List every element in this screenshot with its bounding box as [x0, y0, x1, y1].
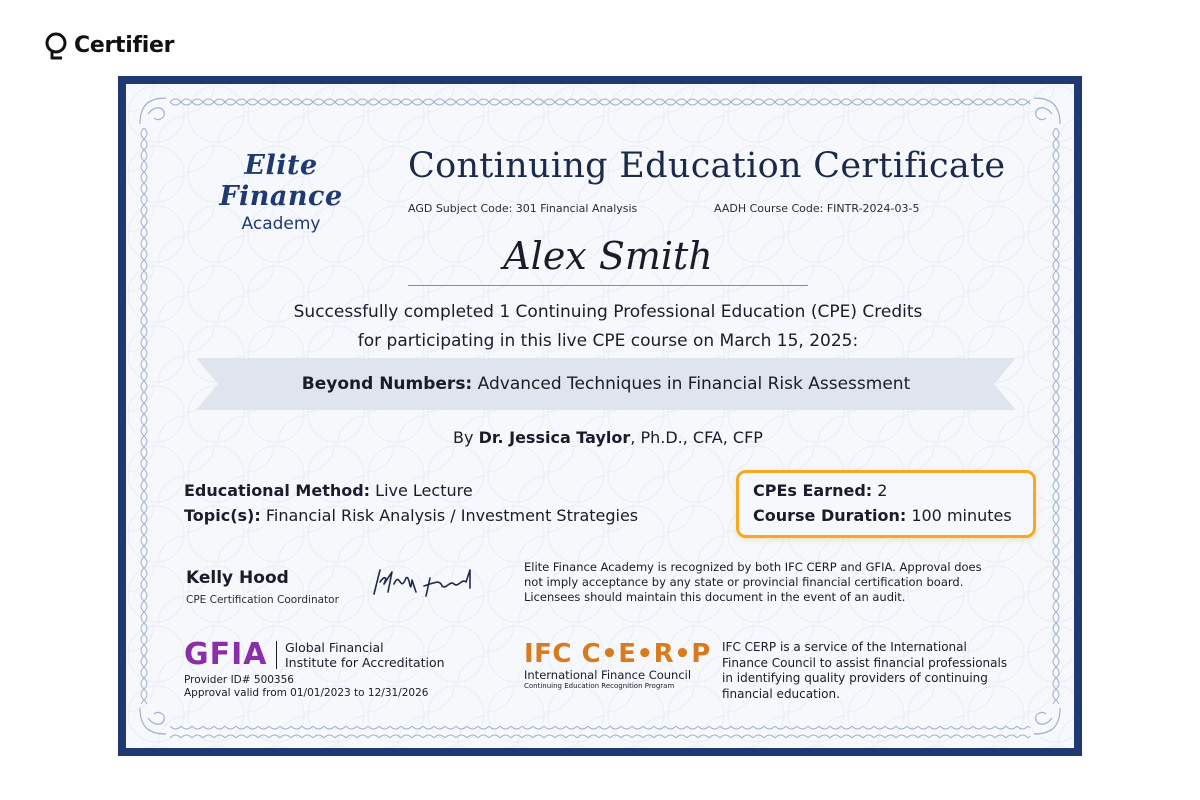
academy-logo-line2: Academy [241, 214, 321, 234]
gfia-approval: Approval valid from 01/01/2023 to 12/31/2026 [184, 687, 429, 699]
aadh-course-code: AADH Course Code: FINTR-2024-03-5 [714, 202, 920, 215]
gfia-logo-row [184, 637, 445, 672]
gfia-provider-id: Provider ID# 500356 [184, 674, 294, 686]
ifc-description: IFC CERP is a service of the International Finance Council to assist financial professionals in identifying quality providers of continuing financial education. [722, 640, 1008, 701]
ifc-logo-text: IFC C•E•R•P [524, 639, 711, 669]
certificate-body [126, 84, 1074, 748]
cpes-earned-label: CPEs Earned: [753, 481, 873, 500]
gfia-divider [276, 641, 278, 669]
brand-name: Certifier [74, 32, 175, 58]
course-duration-label: Course Duration: [753, 506, 907, 525]
gfia-meta [184, 674, 445, 700]
accreditation-disclaimer: Elite Finance Academy is recognized by both IFC CERP and GFIA. Approval does not imply acceptance by any state or provincial financial certification board. Licensees should maintain this document in the event of an audit. [524, 560, 982, 604]
topics-value: Financial Risk Analysis / Investment Strategies [260, 506, 639, 525]
certifier-logo-icon [44, 30, 70, 60]
course-title-rest: Advanced Techniques in Financial Risk Assessment [472, 374, 911, 394]
course-duration [753, 503, 1033, 528]
topics [184, 503, 638, 528]
certificate-frame [118, 76, 1082, 756]
course-duration-value: 100 minutes [906, 506, 1012, 525]
completion-line-2: for participating in this live CPE course on March 15, 2025: [357, 331, 859, 351]
gfia-logo: GFIA [184, 637, 268, 672]
course-title [196, 358, 1016, 410]
method-label: Educational Method: [184, 481, 371, 500]
course-details [184, 478, 638, 528]
gfia-name-line1: Global Financial [285, 640, 384, 655]
signer-block [186, 568, 339, 606]
topics-label: Topic(s): [184, 506, 261, 525]
signer-name: Kelly Hood [186, 568, 289, 588]
instructor-byline [186, 428, 1030, 447]
cpes-earned-value: 2 [872, 481, 888, 500]
completion-line-1: Successfully completed 1 Continuing Professional Education (CPE) Credits [293, 302, 923, 322]
ifc-council-name: International Finance Council [524, 668, 692, 682]
gfia-block [184, 637, 445, 700]
handwritten-signature [366, 564, 486, 604]
certifier-brand [44, 30, 174, 60]
educational-method [184, 478, 638, 503]
instructor-name: Dr. Jessica Taylor [478, 428, 631, 447]
recipient-name: Alex Smith [503, 234, 713, 278]
academy-logo [186, 150, 376, 234]
ifc-program-name: Continuing Education Recognition Program [524, 682, 675, 690]
academy-logo-line1: Elite Finance [219, 150, 343, 212]
completion-statement [186, 298, 1030, 356]
byline-prefix: By [453, 428, 479, 447]
recipient-underline [408, 285, 808, 286]
instructor-credentials: , Ph.D., CFA, CFP [630, 428, 763, 447]
gfia-name [285, 640, 445, 670]
ifc-cerp-logo [524, 640, 714, 691]
gfia-name-line2: Institute for Accreditation [285, 655, 445, 670]
method-value: Live Lecture [370, 481, 473, 500]
cpe-highlight-box [736, 470, 1036, 538]
agd-subject-code: AGD Subject Code: 301 Financial Analysis [408, 202, 638, 215]
certificate-title: Continuing Education Certificate [408, 146, 1006, 186]
course-ribbon [196, 358, 1016, 410]
signer-role: CPE Certification Coordinator [186, 594, 339, 606]
cpes-earned [753, 478, 1033, 503]
course-title-bold: Beyond Numbers: [301, 374, 473, 394]
